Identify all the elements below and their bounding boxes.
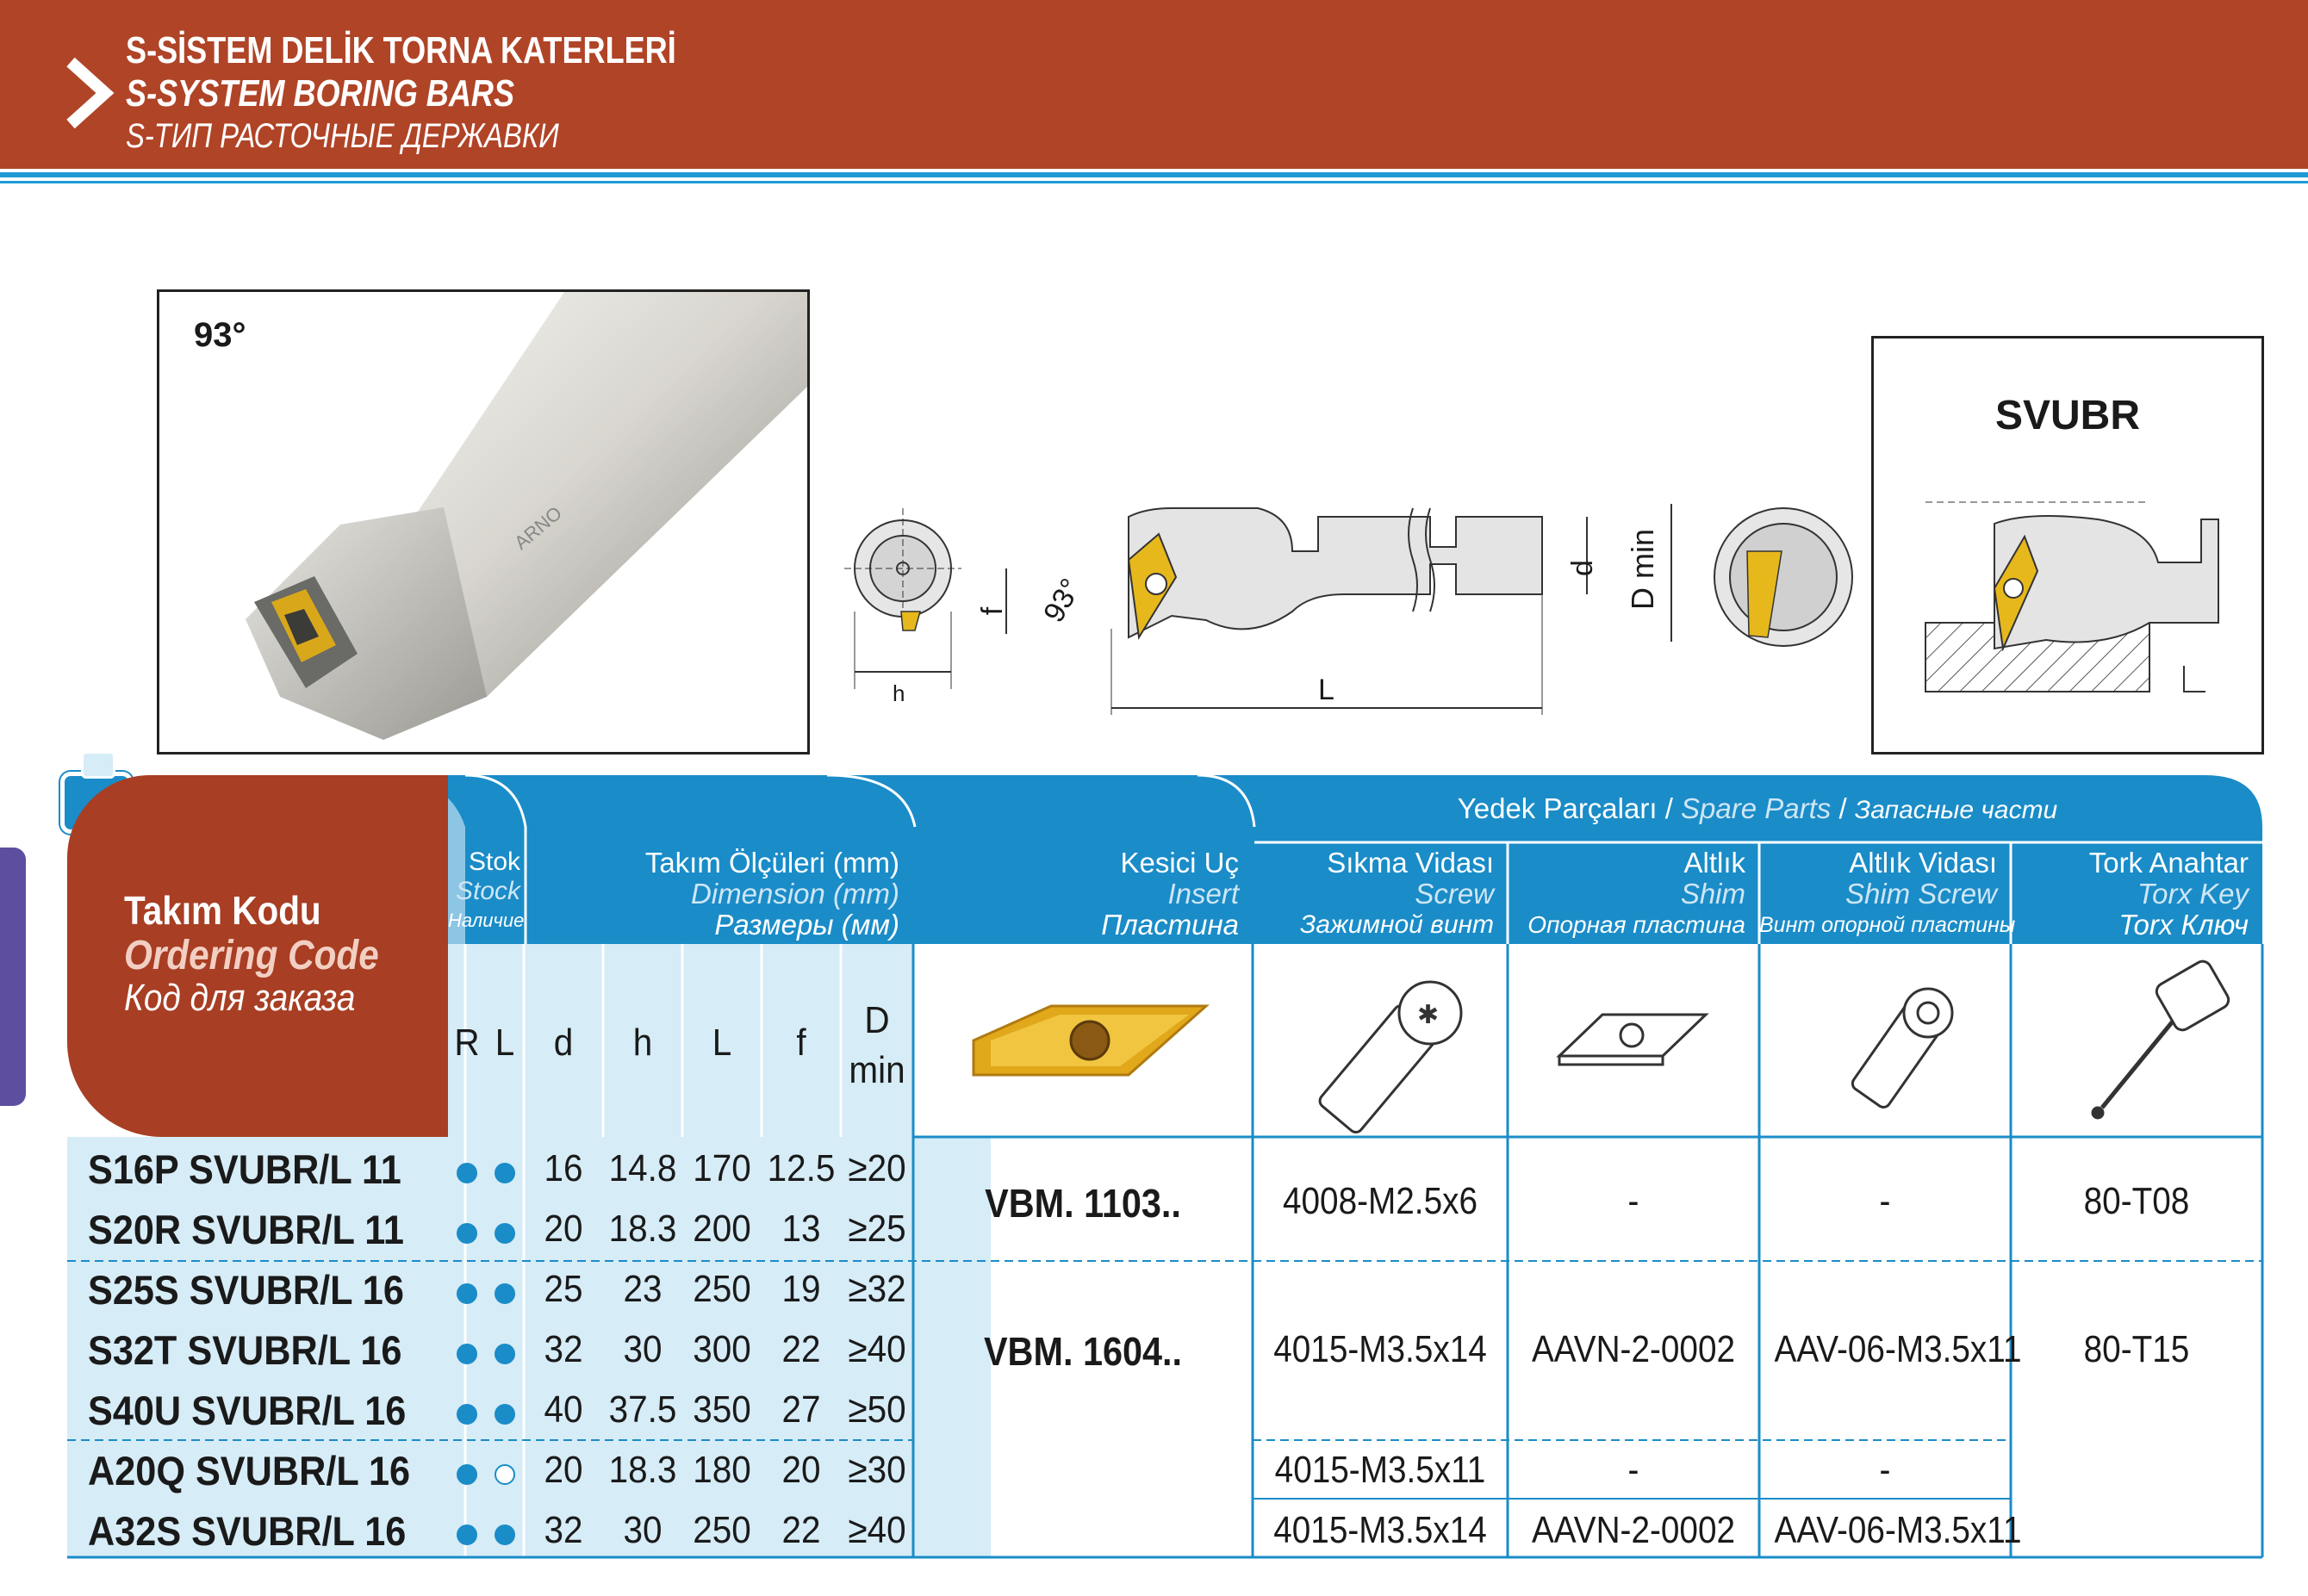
spare-parts-header [1253,792,2262,825]
insert-header-ru: Пластина [1101,909,1239,941]
dim-f: 12.5 [767,1147,836,1189]
dim-dmin: ≥20 [848,1147,906,1189]
dim-dmin: ≥40 [848,1328,906,1370]
page-title-tr: S-SİSTEM DELİK TORNA KATERLERİ [126,29,676,71]
dim-label-angle: 93° [1036,573,1088,629]
torx-key-header-ru: Torx Ключ [2118,909,2249,941]
spare-header-sep-2: / [1838,792,1847,824]
shim-screw-icon [1850,989,1952,1110]
ordering-code-header [67,775,448,1137]
ordering-code: A20Q SVUBR/L 16 [88,1448,411,1494]
insert-header [913,848,1253,941]
dim-L: 180 [693,1449,751,1491]
code-header-en: Ordering Code [124,933,379,978]
screw-header-en: Screw [1415,878,1494,910]
torx-key-header-en: Torx Key [2137,878,2249,910]
spare-parts-images [913,944,2262,1137]
dim-f: 20 [781,1449,821,1491]
screw-header [1253,848,1508,941]
dim-L: 250 [693,1268,751,1310]
stock-l-available-dot [495,1404,515,1425]
screw-code: 4015-M3.5x14 [1273,1509,1487,1551]
dim-dmin: ≥40 [848,1509,906,1551]
insert-header-tr: Kesici Uç [1120,847,1239,879]
insert-image [974,1006,1206,1075]
insert-header-en: Insert [1167,878,1239,910]
dim-f: 19 [781,1268,821,1310]
page-title-ru: S-ТИП РАСТОЧНЫЕ ДЕРЖАВКИ [126,117,559,155]
shim-screw-code: AAV-06-M3.5x11 [1774,1509,2022,1551]
dim-L: 350 [693,1388,751,1431]
stock-r-available-dot [457,1223,477,1244]
screw-code: 4015-M3.5x14 [1273,1328,1487,1370]
shim-code: - [1627,1180,1639,1222]
insert-code: VBM. 1103.. [985,1181,1181,1226]
screw-header-ru: Зажимной винт [1299,910,1494,939]
stock-header [448,848,524,935]
dim-L: 170 [693,1147,751,1189]
col-min: min [849,1049,905,1091]
shim-header-tr: Altlık [1683,847,1745,879]
stock-r-available-dot [457,1464,477,1485]
shim-screw-header-tr: Altlık Vidası [1849,847,1997,879]
dimension-header-tr: Takım Ölçüleri (mm) [644,847,899,879]
screw-icon [1317,982,1461,1135]
shim-screw-code: - [1879,1449,1891,1491]
dim-dmin: ≥50 [848,1388,906,1431]
stock-header-ru: Наличие [448,910,525,931]
dim-dmin: ≥32 [848,1268,906,1310]
dim-label-d: d [1565,560,1599,576]
stock-r-available-dot [457,1344,477,1364]
shim-code: AAVN-2-0002 [1531,1509,1736,1551]
screw-header-tr: Sıkma Vidası [1327,847,1494,879]
angle-label: 93° [194,316,246,354]
ordering-code: S16P SVUBR/L 11 [88,1146,401,1192]
dim-h: 18.3 [608,1449,677,1491]
dim-h: 30 [623,1328,663,1370]
spare-header-tr: Yedek Parçaları [1457,792,1658,824]
stock-r-available-dot [457,1283,477,1304]
code-header-ru: Код для заказа [124,977,356,1019]
dim-label-L: L [1318,674,1334,706]
dim-L: 200 [693,1208,751,1250]
dim-L: 250 [693,1509,751,1551]
dim-h: 18.3 [608,1208,677,1250]
shim-header-en: Shim [1680,878,1745,910]
dim-label-dmin: D min [1625,528,1661,611]
dim-h: 37.5 [608,1388,677,1431]
ordering-code: S40U SVUBR/L 16 [88,1388,407,1433]
stock-l-available-dot [495,1163,515,1183]
dim-dmin: ≥30 [848,1449,906,1491]
dim-label-f: f [976,606,1010,616]
shim-screw-code: AAV-06-M3.5x11 [1774,1328,2022,1370]
col-d: d [553,1022,574,1064]
torx-key-code: 80-T15 [2083,1328,2190,1370]
dim-h: 30 [623,1509,663,1551]
shim-screw-header-en: Shim Screw [1845,878,1997,910]
dim-d: 40 [544,1388,583,1431]
shim-screw-header [1759,847,2016,941]
shim-header [1508,848,1759,941]
col-L: L [712,1022,732,1064]
insert-code: VBM. 1604.. [983,1329,1183,1374]
svg-text:✱: ✱ [1417,1001,1440,1029]
stock-l-available-dot [495,1525,515,1545]
dim-d: 20 [544,1449,583,1491]
col-h: h [632,1022,653,1064]
screw-code: 4015-M3.5x11 [1274,1449,1486,1491]
screw-code: 4008-M2.5x6 [1282,1180,1477,1222]
dim-f: 22 [781,1509,821,1551]
shim-code: AAVN-2-0002 [1531,1328,1736,1370]
ordering-code: S32T SVUBR/L 16 [88,1327,402,1373]
code-header-tr: Takım Kodu [124,888,321,933]
stock-r-available-dot [457,1163,477,1183]
torx-key-code: 80-T08 [2083,1180,2190,1222]
stock-r-available-dot [457,1404,477,1425]
dim-d: 25 [544,1268,583,1310]
dim-L: 300 [693,1328,751,1370]
col-f: f [796,1022,806,1064]
torx-key-icon [2093,959,2231,1118]
shim-code: - [1627,1449,1639,1491]
spare-header-ru: Запасные части [1854,796,2058,824]
corner-decoration-tab [81,751,115,779]
shim-header-ru: Опорная пластина [1527,911,1745,938]
stock-header-tr: Stok [468,848,520,876]
col-D: D [864,999,890,1041]
dim-f: 22 [781,1328,821,1370]
shim-screw-header-ru: Винт опорной пластины [1759,913,2016,937]
ordering-code: S20R SVUBR/L 11 [88,1207,404,1252]
ordering-code: A32S SVUBR/L 16 [88,1508,407,1554]
dim-f: 13 [781,1208,821,1250]
torx-key-header-tr: Tork Anahtar [2088,847,2249,879]
shim-screw-code: - [1879,1180,1891,1222]
dim-dmin: ≥25 [848,1208,906,1250]
dim-d: 16 [544,1147,583,1189]
col-l: L [495,1022,515,1064]
dimension-header-ru: Размеры (мм) [714,909,899,941]
dim-label-h: h [893,680,905,706]
dim-d: 20 [544,1208,583,1250]
dim-d: 32 [544,1509,583,1551]
dim-f: 27 [781,1388,821,1431]
stock-l-available-dot [495,1283,515,1304]
col-r: R [454,1022,480,1064]
stock-l-available-dot [495,1223,515,1244]
torx-key-header [2011,848,2262,941]
stock-l-available-dot [495,1344,515,1364]
stock-r-available-dot [457,1525,477,1545]
spare-header-sep: / [1664,792,1673,824]
ordering-code: S25S SVUBR/L 16 [88,1267,404,1313]
stock-header-en: Stock [455,877,520,905]
dimension-header [524,848,913,941]
dim-d: 32 [544,1328,583,1370]
svg-text:ARNO: ARNO [510,501,566,554]
dim-h: 14.8 [608,1147,677,1189]
page-title-en: S-SYSTEM BORING BARS [126,72,515,115]
shim-icon [1559,1015,1706,1065]
dimension-header-en: Dimension (mm) [690,878,899,910]
dim-h: 23 [623,1268,663,1310]
stock-l-on-request-dot [495,1464,515,1485]
type-label: SVUBR [1994,393,2141,438]
spare-header-en: Spare Parts [1681,792,1832,824]
